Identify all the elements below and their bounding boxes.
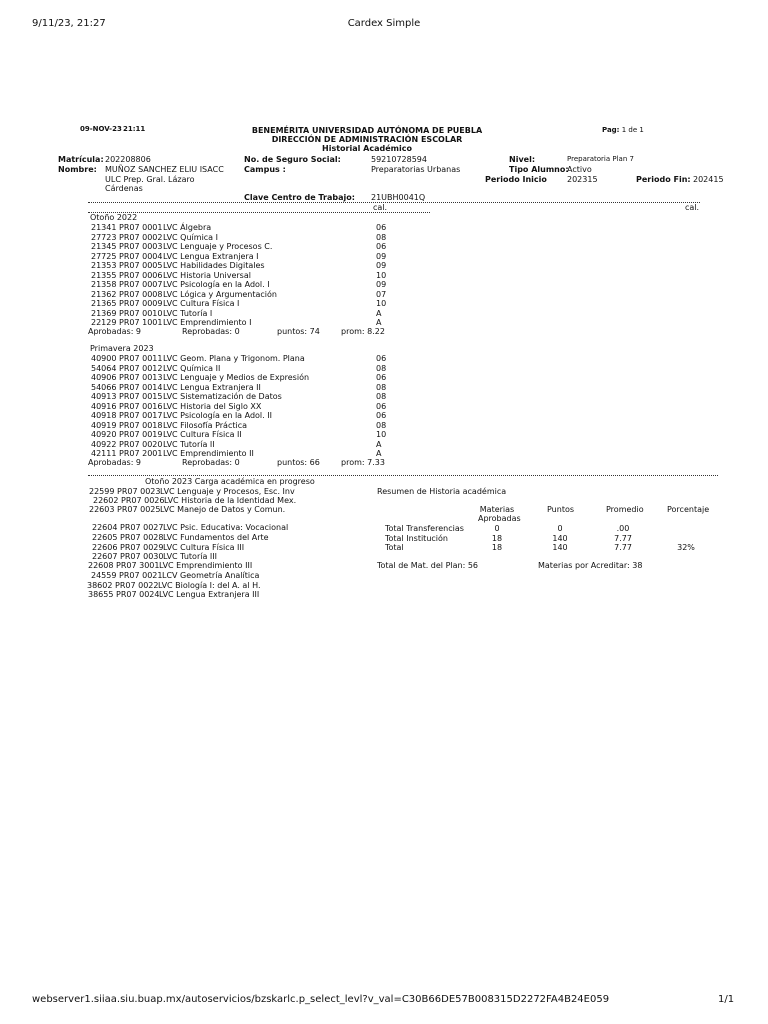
tipo-alumno-label: Tipo Alumno: — [509, 165, 569, 174]
course-name: LVC Lenguaje y Procesos, Esc. Inv — [160, 487, 295, 496]
cal-header-right: cal. — [685, 203, 700, 212]
course-name: LVC Historia del Siglo XX — [163, 401, 262, 411]
periodo-inicio-label: Periodo Inicio — [485, 175, 547, 184]
course-name: LVC Lengua Extranjera III — [159, 590, 260, 599]
course-grade: 09 — [376, 280, 387, 289]
course-name: LVC Química I — [163, 232, 218, 242]
course-code: 38655 PR07 0024 — [88, 590, 160, 599]
course-code: 21362 PR07 0008 — [91, 289, 163, 299]
course-code: 40913 PR07 0015 — [91, 392, 163, 401]
summary-promedio: 7.77 — [614, 533, 632, 543]
course-code: 40918 PR07 0017 — [91, 411, 163, 420]
course-code: 40906 PR07 0013 — [91, 373, 163, 382]
col-puntos: Puntos — [547, 505, 575, 514]
summary-materias: 18 — [491, 543, 503, 552]
campus-value: Preparatorias Urbanas — [371, 165, 461, 174]
matricula-value: 202208806 — [105, 155, 151, 164]
nss-value: 59210728594 — [371, 155, 427, 164]
course-grade: 09 — [376, 251, 387, 261]
summary-label: Total Transferencias — [385, 524, 464, 533]
course-code: 24559 PR07 0021 — [91, 571, 163, 580]
course-code: 27725 PR07 0004 — [91, 251, 163, 261]
course-code: 40920 PR07 0019 — [91, 430, 163, 439]
total-plan: Total de Mat. del Plan: 56 — [377, 561, 478, 570]
course-name: LVC Emprendimiento III — [159, 561, 253, 570]
document-title: Historial Académico — [322, 144, 412, 153]
course-name: LVC Lengua Extranjera II — [163, 382, 261, 392]
cal-divider — [88, 212, 430, 213]
course-name: LVC Cultura Física II — [163, 430, 242, 439]
summary-puntos: 0 — [557, 524, 563, 533]
nivel-value: Preparatoria Plan 7 — [567, 155, 634, 163]
course-grade: 06 — [376, 373, 387, 382]
course-code: 40916 PR07 0016 — [91, 401, 163, 411]
progress-title: Otoño 2023 Carga académica en progreso — [145, 477, 315, 486]
course-name: LVC Emprendimiento II — [163, 449, 254, 458]
print-page: 1/1 — [718, 994, 735, 1005]
course-name: LVC Psicología en la Adol. I — [163, 280, 270, 289]
course-code: 22608 PR07 3001 — [88, 561, 160, 570]
matricula-label: Matrícula: — [58, 155, 104, 164]
tipo-alumno-value: Activo — [567, 165, 592, 174]
course-grade: 08 — [376, 392, 387, 401]
summary-puntos: 140 — [552, 543, 568, 552]
course-grade: 08 — [376, 232, 387, 242]
clave-label: Clave Centro de Trabajo: — [244, 193, 355, 202]
course-grade: 06 — [376, 242, 387, 251]
course-name: LVC Psicología en la Adol. II — [163, 411, 272, 420]
course-name: LVC Tutoría II — [163, 439, 215, 449]
summary-materias: 18 — [491, 533, 503, 543]
course-name: LVC Lógica y Argumentación — [163, 289, 277, 299]
course-name: LVC Tutoría III — [163, 552, 217, 561]
materias-por-acreditar: Materias por Acreditar: 38 — [538, 561, 643, 570]
aprobadas-count: Aprobadas: 9 — [88, 458, 142, 467]
course-grade: 06 — [376, 223, 387, 232]
course-name: LVC Biología I: del A. al H. — [158, 581, 261, 590]
summary-puntos: 140 — [552, 533, 568, 543]
course-code: 22604 PR07 0027 — [92, 523, 164, 532]
col-materias-line2: Aprobadas — [478, 514, 521, 523]
course-grade: 08 — [376, 382, 387, 392]
periodo-fin-value: 202415 — [693, 175, 724, 184]
print-url: webserver1.siiaa.siu.buap.mx/autoservicios/bzskarlc.p_select_levl?v_val=C30B66DE57B008315D2272FA4B24E059 — [32, 994, 610, 1005]
course-name: LVC Cultura Física III — [163, 543, 245, 552]
course-code: 40919 PR07 0018 — [91, 420, 163, 430]
promedio-value: prom: 8.22 — [341, 327, 385, 336]
course-code: 21358 PR07 0007 — [91, 280, 163, 289]
course-name: LVC Lengua Extranjera I — [163, 251, 259, 261]
course-code: 54066 PR07 0014 — [91, 382, 163, 392]
course-name: LVC Tutoría I — [163, 308, 213, 318]
department-name: DIRECCIÓN DE ADMINISTRACIÓN ESCOLAR — [271, 135, 463, 144]
course-code: 40900 PR07 0011 — [91, 354, 163, 363]
course-name: LVC Habilidades Digitales — [163, 261, 265, 270]
puntos-value: puntos: 66 — [277, 458, 320, 467]
page-label: Pag: — [602, 126, 620, 134]
aprobadas-count: Aprobadas: 9 — [88, 327, 142, 336]
reprobadas-count: Reprobadas: 0 — [182, 458, 240, 467]
reprobadas-count: Reprobadas: 0 — [182, 327, 240, 336]
report-time: 21:11 — [123, 125, 146, 133]
course-code: 22603 PR07 0025 — [89, 505, 161, 514]
course-code: 21365 PR07 0009 — [91, 299, 163, 308]
course-name: LVC Manejo de Datos y Comun. — [160, 505, 286, 514]
course-code: 22129 PR07 1001 — [91, 318, 163, 327]
course-code: 54064 PR07 0012 — [91, 363, 163, 373]
periodo-inicio-value: 202315 — [567, 175, 598, 184]
course-name: LVC Cultura Física I — [163, 299, 240, 308]
puntos-value: puntos: 74 — [277, 327, 320, 336]
course-grade: 09 — [376, 261, 387, 270]
course-name: LVC Geom. Plana y Trigonom. Plana — [163, 354, 305, 363]
term-title: Primavera 2023 — [90, 344, 154, 353]
nss-label: No. de Seguro Social: — [244, 155, 341, 164]
clave-value: 21UBH0041Q — [371, 193, 426, 202]
cal-header-left: cal. — [373, 203, 388, 212]
course-grade: A — [376, 308, 382, 318]
nombre-value: MUÑOZ SANCHEZ ELIU ISACC — [105, 165, 224, 174]
course-name: LVC Filosofía Práctica — [163, 420, 248, 430]
course-code: 42111 PR07 2001 — [91, 449, 163, 458]
course-grade: 08 — [376, 420, 387, 430]
col-materias — [478, 505, 521, 523]
course-code: 22605 PR07 0028 — [92, 533, 164, 542]
course-code: 21345 PR07 0003 — [91, 242, 163, 251]
page-counter — [602, 126, 644, 134]
school-line-1: ULC Prep. Gral. Lázaro — [105, 175, 195, 184]
course-name: LVC Álgebra — [163, 223, 212, 232]
print-title: Cardex Simple — [347, 18, 421, 29]
course-grade: 06 — [376, 401, 387, 411]
course-grade: 06 — [376, 411, 387, 420]
summary-title: Resumen de Historia académica — [377, 487, 507, 496]
term-title: Otoño 2022 — [90, 213, 138, 222]
course-grade: 10 — [376, 430, 387, 439]
course-grade: A — [376, 449, 382, 458]
col-promedio: Promedio — [606, 505, 644, 514]
school-line-2: Cárdenas — [105, 184, 143, 193]
promedio-value: prom: 7.33 — [341, 458, 385, 467]
course-code: 21341 PR07 0001 — [91, 223, 163, 232]
course-code: 22602 PR07 0026 — [93, 496, 165, 505]
course-code: 40922 PR07 0020 — [91, 439, 163, 449]
course-name: LVC Psic. Educativa: Vocacional — [163, 523, 289, 532]
course-code: 27723 PR07 0002 — [91, 232, 163, 242]
course-grade: 08 — [376, 363, 387, 373]
course-name: LVC Historia de la Identidad Mex. — [164, 496, 297, 505]
course-name: LCV Geometría Analítica — [162, 571, 260, 580]
periodo-fin-label: Periodo Fin: — [636, 175, 691, 184]
course-code: 22599 PR07 0023 — [89, 487, 161, 496]
course-name: LVC Fundamentos del Arte — [163, 533, 269, 542]
course-grade: 10 — [376, 270, 387, 280]
print-datetime: 9/11/23, 21:27 — [32, 18, 106, 29]
course-code: 21353 PR07 0005 — [91, 261, 163, 270]
summary-promedio: .00 — [616, 524, 630, 533]
course-name: LVC Emprendimiento I — [163, 318, 252, 327]
campus-label: Campus : — [244, 165, 286, 174]
col-materias-line1: Materias — [479, 505, 515, 514]
course-name: LVC Lenguaje y Procesos C. — [163, 242, 273, 251]
summary-promedio: 7.77 — [614, 543, 632, 552]
institution-name: BENEMÉRITA UNIVERSIDAD AUTÓNOMA DE PUEBLA — [251, 126, 483, 135]
page-value: 1 de 1 — [621, 126, 644, 134]
report-date: 09-NOV-23 — [80, 125, 122, 133]
course-name: LVC Sistematización de Datos — [163, 392, 282, 401]
course-code: 21369 PR07 0010 — [91, 308, 163, 318]
nivel-label: Nivel: — [509, 155, 536, 164]
course-grade: 06 — [376, 354, 387, 363]
course-grade: A — [376, 439, 382, 449]
course-code: 38602 PR07 0022 — [87, 581, 159, 590]
course-grade: 07 — [376, 289, 387, 299]
summary-porcentaje: 32% — [677, 543, 695, 552]
course-name: LVC Química II — [163, 363, 221, 373]
course-name: LVC Lenguaje y Medios de Expresión — [163, 373, 310, 382]
progress-divider — [88, 475, 718, 476]
summary-materias: 0 — [494, 524, 500, 533]
summary-label: Total — [385, 543, 404, 552]
header-divider — [88, 202, 700, 203]
course-code: 21355 PR07 0006 — [91, 270, 163, 280]
course-grade: A — [376, 318, 382, 327]
col-porcentaje: Porcentaje — [667, 505, 710, 514]
course-name: LVC Historia Universal — [163, 270, 251, 280]
summary-label: Total Institución — [385, 533, 448, 543]
nombre-label: Nombre: — [58, 165, 97, 174]
course-code: 22606 PR07 0029 — [92, 543, 164, 552]
course-code: 22607 PR07 0030 — [92, 552, 164, 561]
course-grade: 10 — [376, 299, 387, 308]
